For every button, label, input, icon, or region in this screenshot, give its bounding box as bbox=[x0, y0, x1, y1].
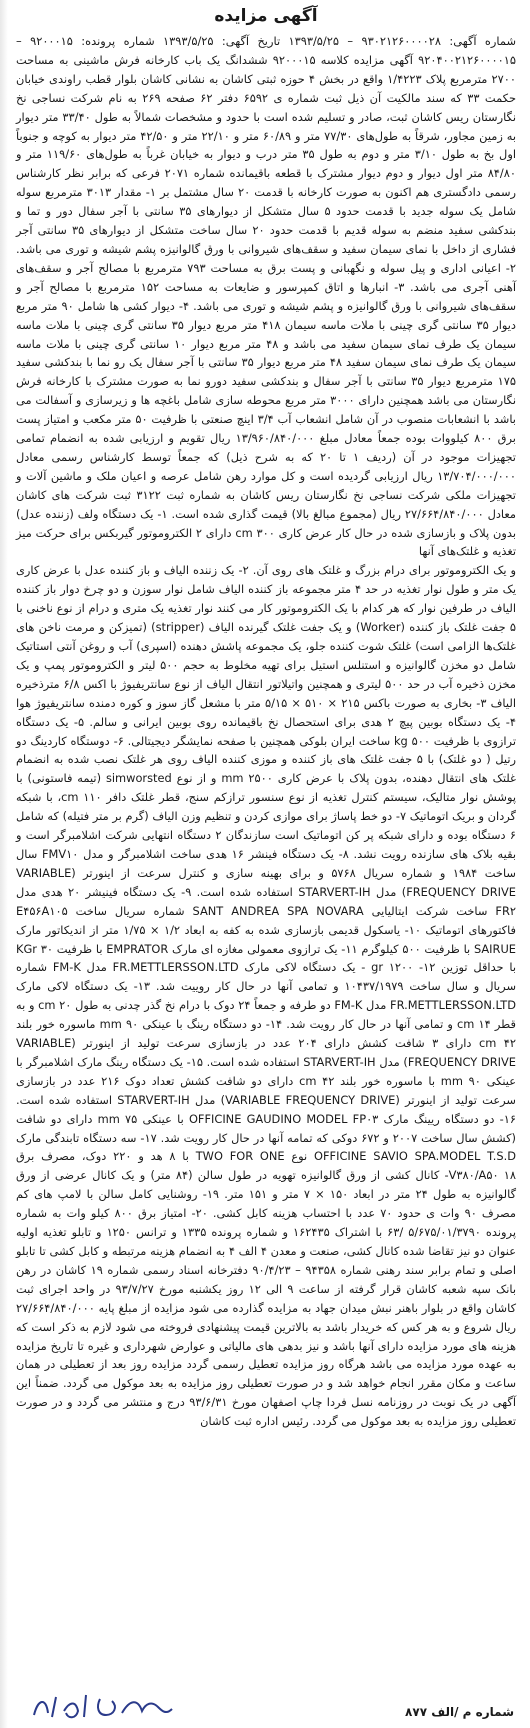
handwritten-date-scribble bbox=[26, 1689, 176, 1723]
notice-number: شماره م /الف ۸۷۷ bbox=[405, 1705, 514, 1719]
notice-body bbox=[16, 32, 516, 1431]
notice-title: آگهی مزایده bbox=[214, 6, 318, 26]
notice-footer bbox=[0, 1689, 530, 1725]
notice-paragraph: و یک الکتروموتور برای درام بزرگ و غلتک های روی آن. ۲- یک زننده الیاف و باز کننده عدل با عرض کاری یک متر و طول نوار تغذیه در حد ۴ متر مجموعه باز کننده الیاف شامل نوار سوزن و دو چرخ دوار باز کننده الیاف در طرفین نوار که هر کدام با یک الکتروموتور کار می کنند نوار تغذیه یک متری و درام از نوع ناخنی با ۵ جفت غلتک باز کننده (Worker) و یک جفت غلتک گیرنده الیاف (stripper) (تمیزکن و مرمت ناخن های غلتک‌ها الزامی است) غلتک شوت کننده جلو، یک مجموعه پاشش دهنده (اسپری) آب و روغن آنتی استاتیک شامل دو مخزن گالوانیزه و استنلس استیل برای تهیه مخلوط به حجم ۵۰۰ لیتر و الکتروموتور پمپ و یک مخزن ذخیره آب در حد ۵۰۰ لیتری و همچنین واتیلاتور انتقال الیاف از نوع سانتریفیوژ با اکس ۶/۸ مترذخیره الیاف ۳- بخاری به صورت باکس ۲۱۵ × ۵۱۰ × ۵/۱۵ متر با مشعل گاز سوز و کوره دمنده سانتریفیوژ هوا ۴- یک دستگاه بوبین پیچ ۲ هدی برای استحصال نخ باقیمانده روی بوبین ایرانی و سالم. ۵- یک دستگاه ترازوی با ظرفیت ۵۰۰ kg ساخت ایران بلوکی همچنین با صفحه نمایشگر دیجیتالی. ۶- دوستگاه کاردینگ دو رتیل ( دو غلتک) با ۵ جفت غلتک های باز کننده و موزی کننده الیاف روی هر غلتک نصب شده به انضمام غلتک های انتقال دهنده، بدون پلاک با عرض کاری ۲۵۰۰ mm و از نوع simworsted (تیمه فاستونی) با پوشش نوار متالیک، سیستم کنترل تغذیه از نوع سنسور ترازکم سنج، قطر غلتک دافر ۱۱۰ cm، با شبکه گردان و بریک اتوماتیک ۷- دو خط پاساژ برای موازی کردن و تنظیم وزن الیاف (گرم بر متر فتیله) که شامل ۶ دستگاه بوده و دارای شبکه پر کن اتوماتیک است سازندگان ۲ دستگاه انتهایی شرکت اشلامبرگر است و بقیه بلاک های سازنده رویت نشد. ۸- یک دستگاه فینشر ۱۶ هدی ساخت اشلامبرگر و مدل FMV۱۰ سال ساخت ۱۹۸۴ و شماره سریال ۵۷۶۸ و برای بهینه سازی و کنترل سرعت از اینورتر (VARIABLE FREQUENCY DRIVE) مدل STARVERT-IH استفاده شده است. ۹- یک دستگاه فینیشر ۲۰ هدی مدل FR۲ ساخت شرکت ایتالیایی SANT ANDREA SPA NOVARA شماره سریال ساخت E۴۵۶A۱۰۵ فاکتورهای اتوماتیک ۱۰- یاسکول قدیمی بازسازی شده به کفه به ابعاد ۱/۲ × ۱/۷۵ متر از اندیکاتور مارک SAIRUE با ظرفیت ۵۰۰ کیلوگرم ۱۱- یک ترازوی معمولی مغازه ای مارک EMPRATOR با ظرفیت ۳۰ KGr با حداقل توزین ۱۲- ۱۲۰۰ gr - یک دستگاه لاکی مارک FR.METTLERSSON.LTD مدل FM-K شماره سریال و سال ساخت ۱۰۴۳۷/۱۹۷۹ و تمامی آنها در حال کار روییت شد. ۱۳- یک دستگاه لاکی مارک FR.METTLERSSON.LTD مدل FM-K دو طرفه و جمعاً ۲۴ دوک با درام نخ گذر چدنی به طول ۲۰ cm و به قطر ۱۴ cm و تمامی آنها در حال کار رویت شد. ۱۴- دو دستگاه رینگ با عینکی ۹۰ mm ماسوره خور بلند ۴۲ cm دارای ۳ شافت کشش دارای ۲۰۴ عدد در بازسازی سرعت تولید از اینورتر (VARIABLE FREQUENCY DRIVE) مدل STARVERT-IH استفاده شده است. ۱۵- یک دستگاه رینگ مارک اشلامبرگر با عینکی ۹۰ mm با ماسوره خور بلند ۴۲ cm دارای دو شافت کشش تعداد دوک ۲۱۶ عدد در بازسازی سرعت تولید از اینورتر (VARIABLE FREQUENCY DRIVE) مدل STARVERT-IH استفاده شده است. ۱۶- دو دستگاه ریینگ مارک OFFICINE GAUDINO MODEL FP۰۳ با عینکی ۷۵ mm دارای دو شافت (کشش سال ساخت ۲۰۰۷ و ۶۷۲ دوکی که تمامه آنها در حال کار رویت شد. ۱۷- سه دستگاه تابندگی مارک OFFICINE SAVIO SPA.MODEL T.S.D نوع TWO FOR ONE با ۸ هد و ۲۲۰ دوک، مصرف برق V۳۸۰/A۵۰ ۱۸- کانال کشی از ورق گالوانیزه تهویه در طول سالن (۸۴ متر) و یک کانال عرضی از ورق گالوانیزه به طول ۲۴ متر در ابعاد ۱۵۰ × ۷ متر و ۱۵۱ متر. ۱۹- روشنایی کامل سالن با لامپ های کم مصرف ۹۰ وات ی حدود ۷۰ عدد با احتساب هزینه کابل کشی. ۲۰- امتیاز برق ۸۰۰ کیلو وات به شماره پرونده ۵/۶۷۵/۰۱/۳۷۹۰ /۶۳ با اشتراک ۱۶۲۴۳۵ و شماره پرونده ۱۳۳۵ و ترانس ۱۲۵۰ و تابلو تغذیه اولیه عنوان دو نیز تقاضا شده کانال کشی، صنعت و معدن ۴ الف ۴ به انضمام هزینه مرتبطه و کابل کشی تا تابلو اصلی و تمام برابر سند رهنی شماره ۹۴۳۵۸ – ۹۰/۴/۲۳ دفترخانه اسناد رسمی شماره ۱۹ کاشان در رهن بانک سپه شعبه کاشان قرار گرفته از ساعت ۹ الی ۱۲ روز یکشنبه مورخ ۹۳/۷/۲۷ در واحد اجرای ثبت کاشان واقع در بلوار باهنر نبش میدان جهاد به مزایده گذارده می شود مزایده از مبلغ پایه ۲۷/۶۶۴/۸۴۰/۰۰۰ ریال شروع و به هر کس که خریدار باشد به بالاترین قیمت پیشنهادی فروخته می شود لازم به ذکر است که هزینه های مورد مزایده دارای آنها باشد و نیز بدهی های مالیاتی و عوارض شهرداری و غیره تا تاریخ مزایده به عهده مورد مزایده می باشد هرگاه روز مزایده تعطیل رسمی گردد مزایده روز بعد از تعطیلی در همان ساعت و مکان مقرر انجام خواهد شد و در صورت تعطیلی روز مزایده به بعد موکول می گردد. ضمناً این آگهی در یک نوبت در روزنامه نسل فردا چاپ اصفهان مورخ ۹۳/۶/۳۱ درج و منتشر می گردد و در صورت تعطیلی روز مزایده به بعد موکول می گردد. رئیس اداره ثبت کاشان bbox=[16, 563, 517, 1429]
notice-paragraph: شماره آگهی: ۹۳۰۲۱۲۶۰۰۰۰۲۸ – ۱۳۹۳/۵/۲۵ تاریخ آگهی: ۱۳۹۳/۵/۲۵ شماره پرونده: ۹۲۰۰۰۱۵ – ۹۲۰۴۰۰۲۱۲۶۰۰۰۰۱۵ آگهی مزایده کلاسه ۹۲۰۰۰۱۵ ششدانگ یک باب کارخانه فرش ماشینی به مساحت ۲۷۰۰ مترمربع پلاک ۱/۴۲۲۳ واقع در بخش ۴ حوزه ثبتی کاشان به نشانی کاشان بلوار قطب راوندی خیابان حکمت ۳۳ که سند مالکیت آن ذیل ثبت شماره ی ۶۵۹۲ دفتر ۶۲ صفحه ۲۶۹ به نام شرکت نساجی نخ نگارستان ریس کاشان ثبت، صادر و تسلیم شده است با حدود و مشخصات شمالاً به طول ۳۳/۴۰ متر دیوار به زمین مجاور، شرقاً به طول‌های ۷۷/۳۰ متر و ۶۰/۸۹ متر و ۲۲/۱۰ متر و ۴۲/۵۰ متر دیوار به کوچه و جنوباً اول بخ به طول ۳/۱۰ متر و دوم به طول ۳۵ متر درب و دیوار به خیابان غرباً به طول‌های ۱۱۹/۶۰ متر و ۸۴/۸۰ متر اول دیوار و دوم دیوار مشترک با قطعه باقیمانده شماره ۲۰۷۱ فرعی که برابر نظر کارشناس رسمی دادگستری هم اکنون به صورت کارخانه با قدمت ۲۰ سال مشتمل بر ۱- مقدار ۳۰۱۳ مترمربع سوله شامل یک سوله جدید با قدمت حدود ۵ سال متشکل از دیوارهای ۳۵ سانتی با آجر سفال دور و تما و بندکشی سفید منضم به سوله قدیم با قدمت حدود ۲۰ سال ساخت متشکل از دیوارهای ۳۵ سانتی آجر فشاری از داخل با نمای سیمان سفید و سقف‌های شیروانی با ورق گالوانیزه پشم شیشه و توری می باشد. ۲- اعیانی اداری و پیل سوله و نگهبانی و پست برق به مساحت ۷۹۳ مترمربع با مصالح آجر و سقف‌های آهنی آجری می باشد. ۳- انبارها و اتاق کمپرسور و ضایعات به مساحت ۱۵۲ مترمربع با مصالح آجر و سقف‌های شیروانی با ورق گالوانیزه و پشم شیشه و توری می باشد. ۴- دیوار کشی ها شامل ۹۰ متر مربع دیوار ۳۵ سانتی گری چینی با ملات ماسه سیمان ۴۱۸ متر مربع دیوار ۳۵ سانتی گری چینی با ملات ماسه سیمان یک طرف نمای سیمان سفید می باشد و ۴۸ متر مربع دیوار ۱۰ سانتی گری چینی با ملات ماسه سیمان یک طرف نمای سیمان سفید ۴۸ متر مربع دیوار ۳۵ سانتی با آجر سفال یک رو نما با بندکشی سفید ۱۷۵ مترمربع دیوار ۳۵ سانتی با آجر سفال و بندکشی سفید دورو نما به صورت مشترک با کارخانه فرش نگارستان می باشد همچنین دارای ۳۰۰۰ متر مربع محوطه سازی شامل باغچه ها و زیرسازی و آسفالت می باشد با انشعابات منصوب در آن شامل انشعاب آب ۳/۴ اینچ صنعتی با ظرفیت ۵۰ متر مکعب و امتیاز پست برق ۸۰۰ کیلووات بوده جمعاً معادل مبلغ ۱۳/۹۶۰/۸۴۰/۰۰۰ ریال تقویم و ارزیابی شده به انضمام تمامی تجهیزات موجود در آن (ردیف ۱ تا ۲۰ که به شرح ذیل) که جمعاً توسط کارشناس رسمی معادل ۱۳/۷۰۴/۰۰۰/۰۰۰ ریال ارزیابی گردیده است و کل موارد رهن شامل عرصه و اعیان ملک و ماشین آلات و تجهیزات ملکی شرکت نساجی نخ نگارستان ریس کاشان به شماره ثبت ۳۱۲۲ ثبت شرکت های کاشان معادل ۲۷/۶۶۴/۸۴۰/۰۰۰ ریال (مجموع مبالغ بالا) قیمت گذاری شده است. ۱- یک دستگاه ولف (زننده عدل) بدون پلاک و بازسازی شده در حال کار عرض کاری ۳۰۰ cm دارای ۲ الکتروموتور گیربکس برای حرکت میز تغذیه و غلتک‌های آنها bbox=[16, 34, 517, 559]
